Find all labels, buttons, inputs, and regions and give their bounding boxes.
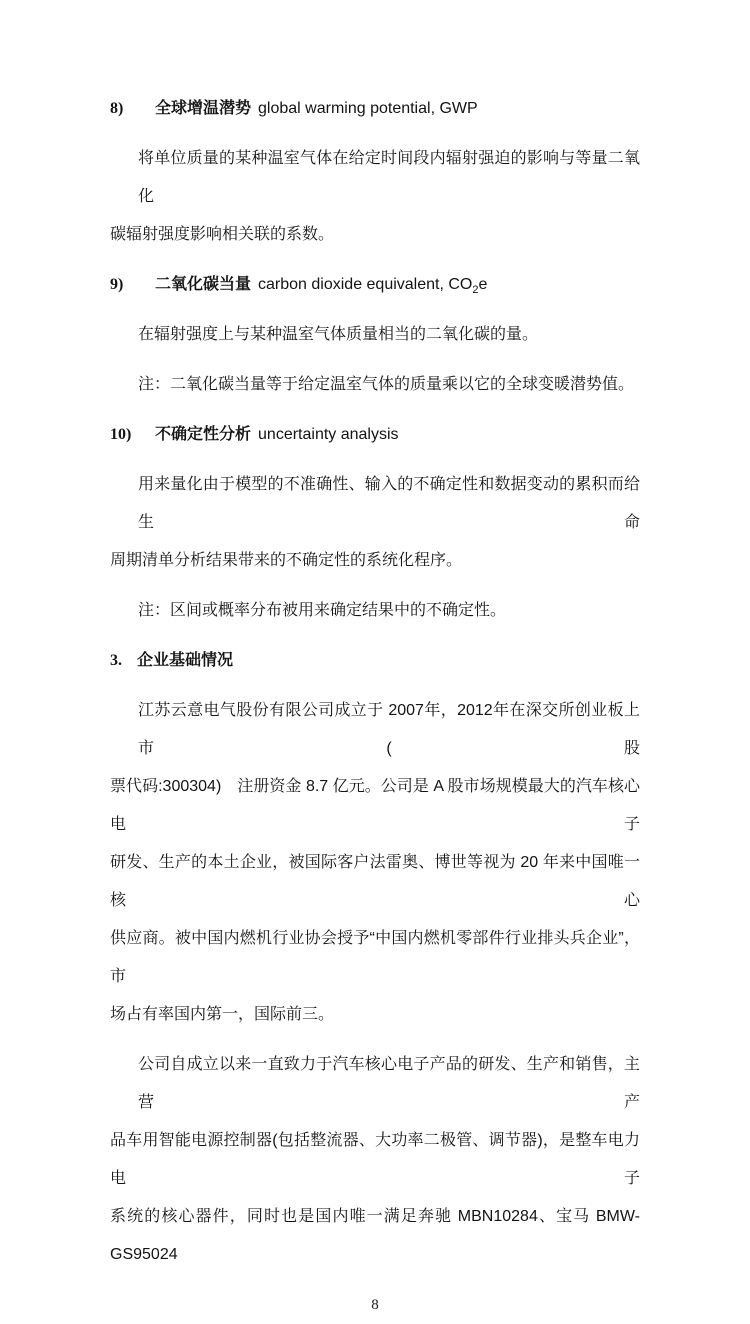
term-title-en: uncertainty analysis: [258, 426, 399, 443]
paragraph-line: 在辐射强度上与某种温室气体质量相当的二氧化碳的量。: [138, 326, 539, 343]
term-title-en: global warming potential, GWP: [258, 100, 478, 117]
term-body-uncertainty: [110, 466, 640, 580]
co2-subscript: 2: [472, 284, 479, 297]
term-marker: 10): [110, 426, 132, 443]
term-heading-uncertainty: [110, 416, 640, 454]
paragraph-line: 注：区间或概率分布被用来确定结果中的不确定性。: [138, 602, 507, 619]
term-body-gwp: [110, 140, 640, 254]
paragraph-line: 研发、生产的本土企业，被国际客户法雷奥、博世等视为 20 年来中国唯一核心: [110, 854, 640, 909]
term-body-co2e: [110, 316, 640, 354]
paragraph-line: 碳辐射强度影响相关联的系数。: [110, 226, 335, 243]
paragraph-line: 将单位质量的某种温室气体在给定时间段内辐射强迫的影响与等量二氧化: [138, 150, 640, 205]
paragraph-line: 品车用智能电源控制器(包括整流器、大功率二极管、调节器)，是整车电力电子: [110, 1132, 640, 1187]
paragraph-line: 票代码:300304) 注册资金 8.7 亿元。公司是 A 股市场规模最大的汽车核心电子: [110, 778, 640, 833]
term-marker: 9): [110, 276, 124, 293]
page-number: 8: [371, 1297, 379, 1313]
section-title: 企业基础情况: [137, 652, 234, 669]
paragraph-line: 周期清单分析结果带来的不确定性的系统化程序。: [110, 552, 463, 569]
paragraph-line: 江苏云意电气股份有限公司成立于 2007年，2012年在深交所创业板上市(股: [138, 702, 640, 757]
term-title-en-suffix: e: [478, 276, 488, 293]
term-heading-gwp: [110, 90, 640, 128]
paragraph-line: 用来量化由于模型的不准确性、输入的不确定性和数据变动的累积而给生命: [138, 476, 640, 531]
term-title-zh: 全球增温潜势: [155, 100, 252, 117]
term-title-zh: 不确定性分析: [155, 426, 252, 443]
term-title-zh: 二氧化碳当量: [155, 276, 252, 293]
paragraph-line: 注：二氧化碳当量等于给定温室气体的质量乘以它的全球变暖潜势值。: [138, 376, 635, 393]
term-note-uncertainty: [110, 592, 640, 630]
section-heading-company: [110, 642, 640, 680]
company-paragraph-2: [110, 1046, 640, 1274]
term-title-en: [258, 276, 488, 297]
paragraph-line: 供应商。被中国内燃机行业协会授予“中国内燃机零部件行业排头兵企业”，市: [110, 930, 640, 985]
section-marker: 3.: [110, 652, 122, 669]
term-title-en-prefix: carbon dioxide equivalent, CO: [258, 276, 473, 293]
term-marker: 8): [110, 100, 124, 117]
paragraph-line: 场占有率国内第一，国际前三。: [110, 1006, 335, 1023]
term-note-co2e: [110, 366, 640, 404]
paragraph-line: 系统的核心器件，同时也是国内唯一满足奔驰 MBN10284、宝马 BMW-GS95024: [110, 1208, 640, 1263]
paragraph-line: 公司自成立以来一直致力于汽车核心电子产品的研发、生产和销售，主营产: [138, 1056, 640, 1111]
term-heading-co2e: [110, 266, 640, 304]
company-paragraph-1: [110, 692, 640, 1034]
